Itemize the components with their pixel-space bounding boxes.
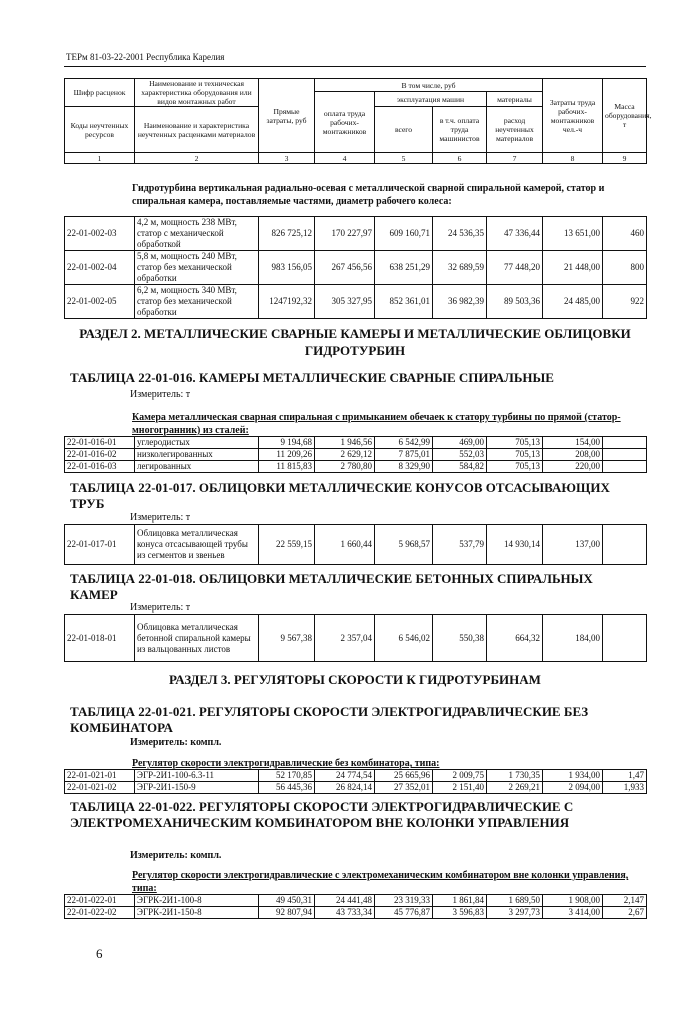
cell-labor-pay: 170 227,97 [315, 217, 375, 251]
table-022 [64, 894, 647, 919]
header-name-top: Наименование и техническая характеристика оборудования или видов монтажных работ [135, 79, 259, 107]
header-labor-pay: оплата труда рабочих-монтажников [315, 92, 375, 153]
document-header-title: ТЕРм 81-03-22-2001 Республика Карелия [66, 52, 225, 62]
row-code: 22-01-016-02 [65, 449, 135, 461]
table-022-title: ТАБЛИЦА 22-01-022. РЕГУЛЯТОРЫ СКОРОСТИ ЭЛЕКТРОГИДРАВЛИЧЕСКИЕ С ЭЛЕКТРОМЕХАНИЧЕСКИМ КОМБИНАТОРОМ ВНЕ КОЛОНКИ УПРАВЛЕНИЯ [70, 799, 574, 830]
table-016-description: Камера металлическая сварная спиральная с примыканием обечаек к статору турбины по прямой (статор-многогранник) из сталей: [132, 412, 621, 436]
cell-labor: 154,00 [543, 437, 603, 449]
cell-materials: 77 448,20 [487, 251, 543, 285]
cell-materials: 705,13 [487, 461, 543, 473]
cell-direct: 49 450,31 [259, 895, 315, 907]
cell-labor: 13 651,00 [543, 217, 603, 251]
table-row [65, 437, 647, 449]
cell-mass [603, 525, 647, 565]
table-row [65, 449, 647, 461]
row-code: 22-01-002-04 [65, 251, 135, 285]
cell-labor-pay: 24 774,54 [315, 770, 375, 782]
cell-materials: 664,32 [487, 615, 543, 662]
turbine-table [64, 216, 647, 319]
cell-machines-pay: 32 689,59 [433, 251, 487, 285]
section-2-title: РАЗДЕЛ 2. МЕТАЛЛИЧЕСКИЕ СВАРНЫЕ КАМЕРЫ И МЕТАЛЛИЧЕСКИЕ ОБЛИЦОВКИ ГИДРОТУРБИН [79, 326, 631, 358]
table-row [65, 770, 647, 782]
row-code: 22-01-016-03 [65, 461, 135, 473]
row-name: ЭГР-2И1-150-9 [135, 782, 259, 794]
cell-materials: 47 336,44 [487, 217, 543, 251]
table-022-description: Регулятор скорости электрогидравлические с электромеханическим комбинатором вне колонки управления, типа: [132, 870, 629, 894]
cell-machines-pay: 552,03 [433, 449, 487, 461]
cell-machines-pay: 550,38 [433, 615, 487, 662]
col-num-7: 7 [487, 153, 543, 164]
column-header-table [64, 78, 652, 164]
header-cipher: Шифр расценок [65, 79, 135, 107]
cell-mass: 2,147 [603, 895, 647, 907]
cell-direct: 9 567,38 [259, 615, 315, 662]
section-3-title: РАЗДЕЛ 3. РЕГУЛЯТОРЫ СКОРОСТИ К ГИДРОТУРБИНАМ [169, 672, 541, 687]
cell-machines-total: 25 665,96 [375, 770, 433, 782]
cell-machines-pay: 469,00 [433, 437, 487, 449]
table-row [65, 461, 647, 473]
header-machines-total: всего [375, 107, 433, 153]
cell-mass: 2,67 [603, 907, 647, 919]
cell-direct: 56 445,36 [259, 782, 315, 794]
cell-machines-total: 7 875,01 [375, 449, 433, 461]
row-name: ЭГРК-2И1-100-8 [135, 895, 259, 907]
col-num-6: 6 [433, 153, 487, 164]
header-materials: материалы [487, 92, 543, 107]
cell-machines-total: 5 968,57 [375, 525, 433, 565]
row-code: 22-01-022-01 [65, 895, 135, 907]
row-name: ЭГР-2И1-100-6.3-11 [135, 770, 259, 782]
header-mass: Масса оборудования, т [603, 79, 647, 153]
row-code: 22-01-017-01 [65, 525, 135, 565]
cell-labor: 137,00 [543, 525, 603, 565]
cell-materials: 3 297,73 [487, 907, 543, 919]
cell-materials: 705,13 [487, 437, 543, 449]
header-codes: Коды неучтенных ресурсов [65, 107, 135, 153]
cell-mass [603, 615, 647, 662]
cell-machines-total: 27 352,01 [375, 782, 433, 794]
table-row [65, 525, 647, 565]
header-number-row [65, 153, 647, 164]
table-017-title: ТАБЛИЦА 22-01-017. ОБЛИЦОВКИ МЕТАЛЛИЧЕСКИЕ КОНУСОВ ОТСАСЫВАЮЩИХ ТРУБ [70, 480, 610, 511]
table-016-title: ТАБЛИЦА 22-01-016. КАМЕРЫ МЕТАЛЛИЧЕСКИЕ СВАРНЫЕ СПИРАЛЬНЫЕ [70, 370, 554, 385]
cell-machines-total: 609 160,71 [375, 217, 433, 251]
table-row [65, 615, 647, 662]
table-017 [64, 524, 647, 565]
cell-direct: 1247192,32 [259, 285, 315, 319]
cell-machines-pay: 2 151,40 [433, 782, 487, 794]
header-direct: Прямые затраты, руб [259, 79, 315, 153]
cell-materials: 705,13 [487, 449, 543, 461]
cell-mass [603, 449, 647, 461]
cell-materials: 89 503,36 [487, 285, 543, 319]
col-num-9: 9 [603, 153, 647, 164]
cell-labor-pay: 43 733,34 [315, 907, 375, 919]
cell-direct: 9 194,68 [259, 437, 315, 449]
cell-mass: 922 [603, 285, 647, 319]
row-name: углеродистых [135, 437, 259, 449]
cell-mass [603, 461, 647, 473]
cell-machines-total: 45 776,87 [375, 907, 433, 919]
cell-labor: 3 414,00 [543, 907, 603, 919]
cell-mass: 1,47 [603, 770, 647, 782]
table-row [65, 251, 647, 285]
table-018-title: ТАБЛИЦА 22-01-018. ОБЛИЦОВКИ МЕТАЛЛИЧЕСКИЕ БЕТОННЫХ СПИРАЛЬНЫХ КАМЕР [70, 571, 593, 602]
cell-machines-pay: 2 009,75 [433, 770, 487, 782]
cell-labor: 2 094,00 [543, 782, 603, 794]
table-021-measure: Измеритель: компл. [130, 737, 222, 748]
cell-mass: 1,933 [603, 782, 647, 794]
cell-materials: 1 689,50 [487, 895, 543, 907]
cell-mass: 460 [603, 217, 647, 251]
table-row [65, 285, 647, 319]
table-018-measure: Измеритель: т [130, 602, 191, 613]
cell-labor-pay: 1 946,56 [315, 437, 375, 449]
header-materials-use: расход неучтенных материалов [487, 107, 543, 153]
table-row [65, 895, 647, 907]
cell-direct: 11 209,26 [259, 449, 315, 461]
cell-machines-pay: 3 596,83 [433, 907, 487, 919]
row-name: легированных [135, 461, 259, 473]
cell-labor-pay: 26 824,14 [315, 782, 375, 794]
cell-labor-pay: 2 780,80 [315, 461, 375, 473]
cell-machines-total: 8 329,90 [375, 461, 433, 473]
cell-materials: 2 269,21 [487, 782, 543, 794]
turbine-description: Гидротурбина вертикальная радиально-осевая с металлической сварной спиральной камерой, статор и спиральная камера, поставляемые частями, диаметр рабочего колеса: [132, 183, 605, 207]
row-code: 22-01-021-02 [65, 782, 135, 794]
cell-labor-pay: 305 327,95 [315, 285, 375, 319]
cell-direct: 92 807,94 [259, 907, 315, 919]
col-num-2: 2 [135, 153, 259, 164]
table-022-measure: Измеритель: компл. [130, 850, 222, 861]
cell-machines-pay: 36 982,39 [433, 285, 487, 319]
table-021 [64, 769, 647, 794]
row-code: 22-01-002-03 [65, 217, 135, 251]
cell-machines-pay: 1 861,84 [433, 895, 487, 907]
col-num-5: 5 [375, 153, 433, 164]
col-num-3: 3 [259, 153, 315, 164]
row-code: 22-01-002-05 [65, 285, 135, 319]
header-incl: В том числе, руб [315, 79, 543, 92]
cell-machines-total: 23 319,33 [375, 895, 433, 907]
cell-labor-pay: 2 357,04 [315, 615, 375, 662]
cell-labor: 184,00 [543, 615, 603, 662]
row-code: 22-01-018-01 [65, 615, 135, 662]
row-name: 6,2 м, мощность 340 МВт, статор без механической обработки [135, 285, 259, 319]
cell-machines-pay: 24 536,35 [433, 217, 487, 251]
cell-labor: 21 448,00 [543, 251, 603, 285]
row-code: 22-01-022-02 [65, 907, 135, 919]
row-name: низколегированных [135, 449, 259, 461]
row-name: 5,8 м, мощность 240 МВт, статор без механической обработки [135, 251, 259, 285]
table-row [65, 782, 647, 794]
table-017-measure: Измеритель: т [130, 512, 191, 523]
cell-direct: 52 170,85 [259, 770, 315, 782]
row-code: 22-01-016-01 [65, 437, 135, 449]
cell-machines-pay: 584,82 [433, 461, 487, 473]
row-name: 4,2 м, мощность 238 МВт, статор с механической обработкой [135, 217, 259, 251]
row-name: Облицовка металлическая бетонной спиральной камеры из вальцованных листов [135, 615, 259, 662]
table-021-title: ТАБЛИЦА 22-01-021. РЕГУЛЯТОРЫ СКОРОСТИ ЭЛЕКТРОГИДРАВЛИЧЕСКИЕ БЕЗ КОМБИНАТОРА [70, 704, 589, 735]
cell-labor: 1 934,00 [543, 770, 603, 782]
col-num-4: 4 [315, 153, 375, 164]
cell-labor: 24 485,00 [543, 285, 603, 319]
cell-machines-total: 6 542,99 [375, 437, 433, 449]
header-name-bottom: Наименование и характеристика неучтенных расценками материалов [135, 107, 259, 153]
header-labor: Затраты труда рабочих-монтажников чел.-ч [543, 79, 603, 153]
cell-machines-pay: 537,79 [433, 525, 487, 565]
cell-machines-total: 638 251,29 [375, 251, 433, 285]
cell-materials: 14 930,14 [487, 525, 543, 565]
cell-mass: 800 [603, 251, 647, 285]
row-name: Облицовка металлическая конуса отсасывающей трубы из сегментов и звеньев [135, 525, 259, 565]
cell-direct: 983 156,05 [259, 251, 315, 285]
row-code: 22-01-021-01 [65, 770, 135, 782]
table-016-measure: Измеритель: т [130, 389, 191, 400]
cell-labor-pay: 267 456,56 [315, 251, 375, 285]
cell-materials: 1 730,35 [487, 770, 543, 782]
col-num-1: 1 [65, 153, 135, 164]
cell-labor: 1 908,00 [543, 895, 603, 907]
cell-direct: 22 559,15 [259, 525, 315, 565]
cell-labor-pay: 24 441,48 [315, 895, 375, 907]
table-018 [64, 614, 647, 662]
header-machines: эксплуатация машин [375, 92, 487, 107]
cell-machines-total: 852 361,01 [375, 285, 433, 319]
table-row [65, 217, 647, 251]
header-machines-pay: в т.ч. оплата труда машинистов [433, 107, 487, 153]
cell-labor: 208,00 [543, 449, 603, 461]
header-rule [64, 66, 646, 67]
cell-mass [603, 437, 647, 449]
cell-direct: 826 725,12 [259, 217, 315, 251]
cell-labor-pay: 2 629,12 [315, 449, 375, 461]
table-021-description: Регулятор скорости электрогидравлические без комбинатора, типа: [132, 758, 440, 769]
cell-machines-total: 6 546,02 [375, 615, 433, 662]
row-name: ЭГРК-2И1-150-8 [135, 907, 259, 919]
cell-labor: 220,00 [543, 461, 603, 473]
table-row [65, 907, 647, 919]
cell-direct: 11 815,83 [259, 461, 315, 473]
col-num-8: 8 [543, 153, 603, 164]
cell-labor-pay: 1 660,44 [315, 525, 375, 565]
page-number: 6 [96, 946, 103, 961]
table-016 [64, 436, 647, 473]
